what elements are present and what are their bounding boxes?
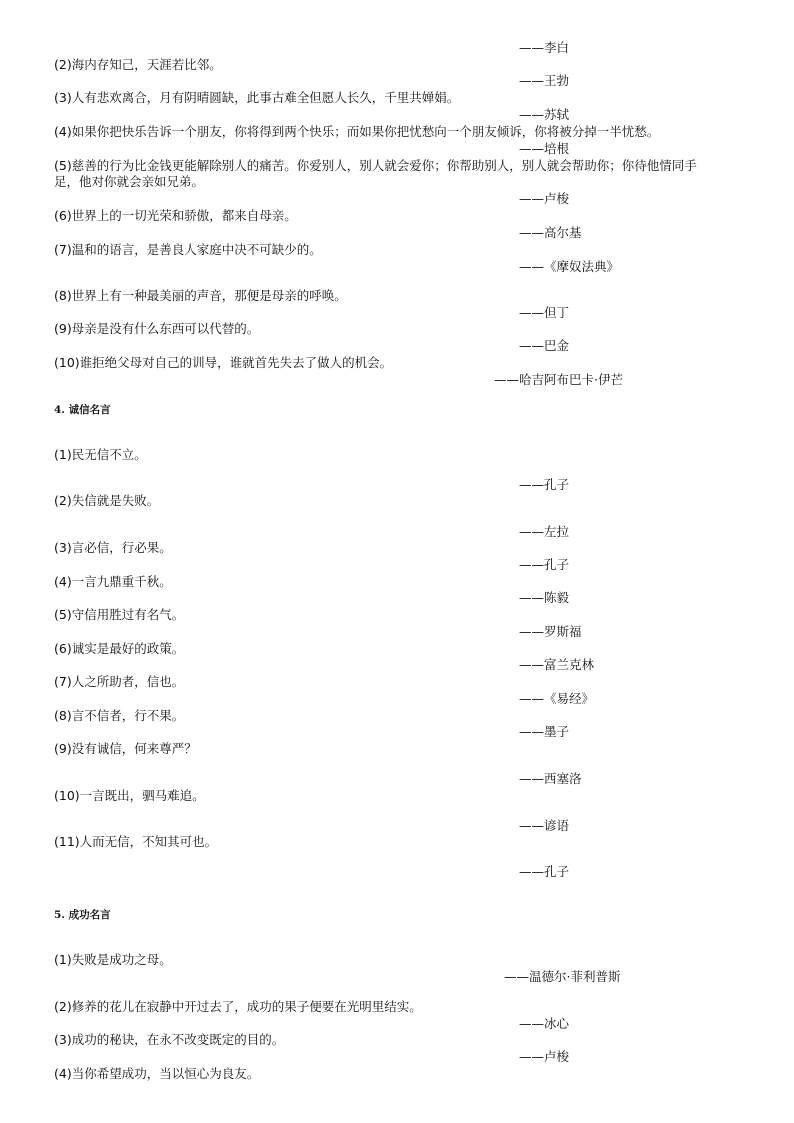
quote-author: ——苏轼 xyxy=(519,107,570,122)
quote-author: ——冰心 xyxy=(519,1016,570,1031)
quote-text: (3)言必信，行必果。 xyxy=(54,540,172,555)
quote-text: (9)母亲是没有什么东西可以代替的。 xyxy=(54,321,260,336)
quote-author: ——陈毅 xyxy=(519,590,570,605)
quote-text: (7)温和的语言，是善良人家庭中决不可缺少的。 xyxy=(54,242,322,257)
quote-text: (8)言不信者，行不果。 xyxy=(54,708,185,723)
quote-author: ——《摩奴法典》 xyxy=(519,259,620,274)
quote-author: ——但丁 xyxy=(519,305,570,320)
quote-author: ——西塞洛 xyxy=(519,771,582,786)
quote-text: (3)成功的秘诀，在永不改变既定的目的。 xyxy=(54,1032,285,1047)
quote-text: (8)世界上有一种最美丽的声音，那便是母亲的呼唤。 xyxy=(54,288,347,303)
quote-text: (1)失败是成功之母。 xyxy=(54,952,172,967)
quote-text: (7)人之所助者，信也。 xyxy=(54,674,185,689)
quote-text: (5)守信用胜过有名气。 xyxy=(54,607,185,622)
quote-text: (6)世界上的一切光荣和骄傲，都来自母亲。 xyxy=(54,208,297,223)
quote-text: (6)诚实是最好的政策。 xyxy=(54,641,185,656)
quote-author: ——高尔基 xyxy=(519,225,582,240)
quote-text: (2)失信就是失败。 xyxy=(54,493,160,508)
quote-text: (4)如果你把快乐告诉一个朋友，你将得到两个快乐；而如果你把忧愁向一个朋友倾诉，你将被分掉一半忧愁。 xyxy=(54,124,660,139)
quote-text: (2)海内存知己，天涯若比邻。 xyxy=(54,57,222,72)
quote-author: ——孔子 xyxy=(519,477,570,492)
section-heading-honesty: 4. 诚信名言 xyxy=(54,404,111,416)
quote-text: (9)没有诚信，何来尊严？ xyxy=(54,741,197,756)
quote-author: ——温德尔·菲利普斯 xyxy=(504,969,621,984)
quote-author: ——培根 xyxy=(519,141,570,156)
quote-author: ——左拉 xyxy=(519,524,570,539)
quote-author: ——孔子 xyxy=(519,557,570,572)
quote-author: ——巴金 xyxy=(519,338,570,353)
quote-text: (11)人而无信，不知其可也。 xyxy=(54,834,218,849)
quote-author: ——墨子 xyxy=(519,724,570,739)
quote-text: (10)一言既出，驷马难追。 xyxy=(54,788,205,803)
quote-author: ——卢梭 xyxy=(519,1049,570,1064)
section-heading-success: 5. 成功名言 xyxy=(54,909,111,921)
quote-text: (1)民无信不立。 xyxy=(54,447,147,462)
quote-author: ——孔子 xyxy=(519,864,570,879)
quote-author: ——富兰克林 xyxy=(519,657,595,672)
quote-author: ——哈吉阿布巴卡·伊芒 xyxy=(494,372,623,387)
quote-text: (4)一言九鼎重千秋。 xyxy=(54,574,172,589)
quote-author: ——王勃 xyxy=(519,73,570,88)
quote-author: ——谚语 xyxy=(519,818,570,833)
quote-author: ——《易经》 xyxy=(519,691,595,706)
quote-author: ——李白 xyxy=(519,40,570,55)
quote-text: (5)慈善的行为比金钱更能解除别人的痛苦。你爱别人，别人就会爱你；你帮助别人，别人就会帮助你；你待他情同手足，他对你就会亲如兄弟。 xyxy=(54,158,697,189)
quote-text: (10)谁拒绝父母对自己的训导，谁就首先失去了做人的机会。 xyxy=(54,355,393,370)
quote-text: (4)当你希望成功，当以恒心为良友。 xyxy=(54,1066,260,1081)
quote-author: ——罗斯福 xyxy=(519,624,582,639)
quote-text: (2)修养的花儿在寂静中开过去了，成功的果子便要在光明里结实。 xyxy=(54,999,422,1014)
quote-author: ——卢梭 xyxy=(519,191,570,206)
quote-text: (3)人有悲欢离合，月有阴晴圆缺，此事古难全但愿人长久，千里共婵娟。 xyxy=(54,90,460,105)
